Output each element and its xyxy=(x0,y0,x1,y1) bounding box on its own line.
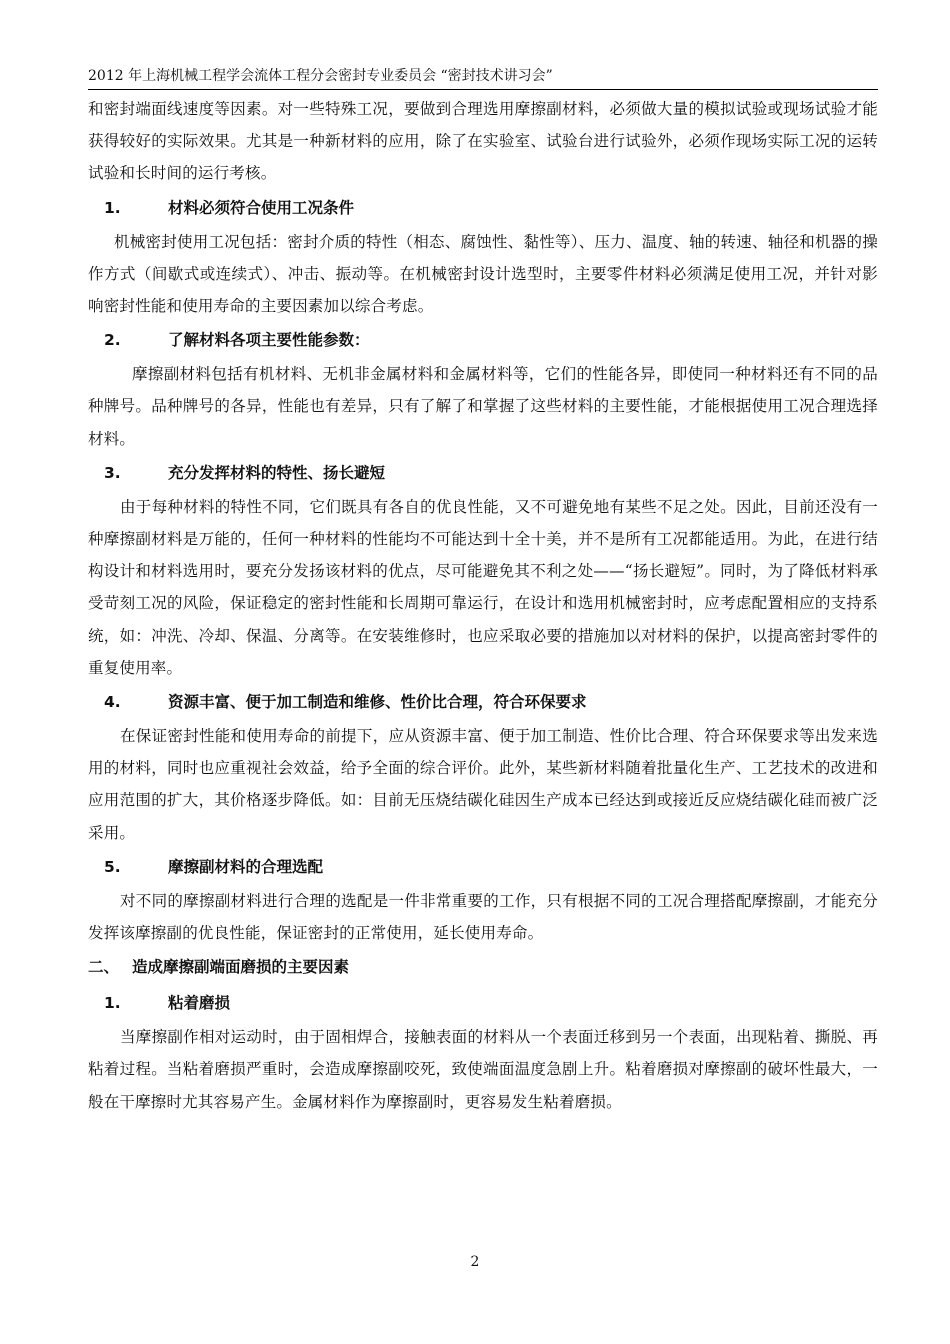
heading-5-text: 摩擦副材料的合理选配 xyxy=(168,857,324,876)
heading-2-number: 2. xyxy=(104,331,121,350)
paragraph-4: 在保证密封性能和使用寿命的前提下，应从资源丰富、便于加工制造、性价比合理、符合环保要求等出发来选用的材料，同时也应重视社会效益，给予全面的综合评价。此外，某些新材料随着批量化生产、工艺技术的改进和应用范围的扩大，其价格逐步降低。如：目前无压烧结碳化硅因生产成本已经达到或接近反应烧结碳化硅而被广泛采用。 xyxy=(88,727,878,842)
paragraph-1: 机械密封使用工况包括：密封介质的特性（相态、腐蚀性、黏性等）、压力、温度、轴的转速、轴径和机器的操作方式（间歇式或连续式）、冲击、振动等。在机械密封设计选型时，主要零件材料必须满足使用工况，并针对影响密封性能和使用寿命的主要因素加以综合考虑。 xyxy=(88,232,878,316)
heading-5 xyxy=(88,849,878,885)
paragraph-2: 摩擦副材料包括有机材料、无机非金属材料和金属材料等，它们的性能各异，即使同一种材料还有不同的品种牌号。品种牌号的各异，性能也有差异，只有了解了和掌握了这些材料的主要性能，才能根据使用工况合理选择材料。 xyxy=(88,365,878,448)
paragraph-6: 当摩擦副作相对运动时，由于固相焊合，接触表面的材料从一个表面迁移到另一个表面，出现粘着、撕脱、再粘着过程。当粘着磨损严重时，会造成摩擦副咬死，致使端面温度急剧上升。粘着磨损对摩擦副的破坏性最大，一般在干摩擦时尤其容易产生。金属材料作为摩擦副时，更容易发生粘着磨损。 xyxy=(88,1028,878,1111)
page-number: 2 xyxy=(470,1254,480,1270)
section-2-heading xyxy=(88,949,878,985)
section-2-text: 造成摩擦副端面磨损的主要因素 xyxy=(132,958,350,977)
heading-6-text: 粘着磨损 xyxy=(168,994,231,1013)
paragraph-3: 由于每种材料的特性不同，它们既具有各自的优良性能，又不可避免地有某些不足之处。因此，目前还没有一种摩擦副材料是万能的，任何一种材料的性能均不可能达到十全十美，并不是所有工况都能适用。为此，在进行结构设计和材料选用时，要充分发扬该材料的优点，尽可能避免其不利之处——“扬长避短”。同时，为了降低材料承受苛刻工况的风险，保证稳定的密封性能和长周期可靠运行，在设计和选用机械密封时，应考虑配置相应的支持系统，如：冲洗、冷却、保温、分离等。在安装维修时，也应采取必要的措施加以对材料的保护，以提高密封零件的重复使用率。 xyxy=(88,497,878,677)
header-rule xyxy=(88,89,878,90)
heading-6-number: 1. xyxy=(104,994,121,1013)
heading-2 xyxy=(88,322,878,358)
heading-1 xyxy=(88,190,878,226)
heading-3-number: 3. xyxy=(104,463,121,482)
heading-3 xyxy=(88,455,878,491)
heading-1-text: 材料必须符合使用工况条件 xyxy=(168,198,355,217)
intro-paragraph: 和密封端面线速度等因素。对一些特殊工况，要做到合理选用摩擦副材料，必须做大量的模拟试验或现场试验才能获得较好的实际效果。尤其是一种新材料的应用，除了在实验室、试验台进行试验外，必须作现场实际工况的运转试验和长时间的运行考核。 xyxy=(88,100,878,183)
paragraph-5: 对不同的摩擦副材料进行合理的选配是一件非常重要的工作，只有根据不同的工况合理搭配摩擦副，才能充分发挥该摩擦副的优良性能，保证密封的正常使用，延长使用寿命。 xyxy=(88,891,878,943)
heading-3-text: 充分发挥材料的特性、扬长避短 xyxy=(168,463,386,482)
section-2-number: 二、 xyxy=(88,958,120,977)
heading-6 xyxy=(88,985,878,1021)
heading-4 xyxy=(88,684,878,720)
heading-5-number: 5. xyxy=(104,857,121,876)
heading-1-number: 1. xyxy=(104,198,121,217)
heading-2-text: 了解材料各项主要性能参数： xyxy=(168,331,370,350)
document-body xyxy=(88,93,878,1118)
heading-4-text: 资源丰富、便于加工制造和维修、性价比合理，符合环保要求 xyxy=(168,693,587,712)
heading-4-number: 4. xyxy=(104,693,121,712)
running-header: 2012 年上海机械工程学会流体工程分会密封专业委员会 “密封技术讲习会” xyxy=(88,68,553,84)
